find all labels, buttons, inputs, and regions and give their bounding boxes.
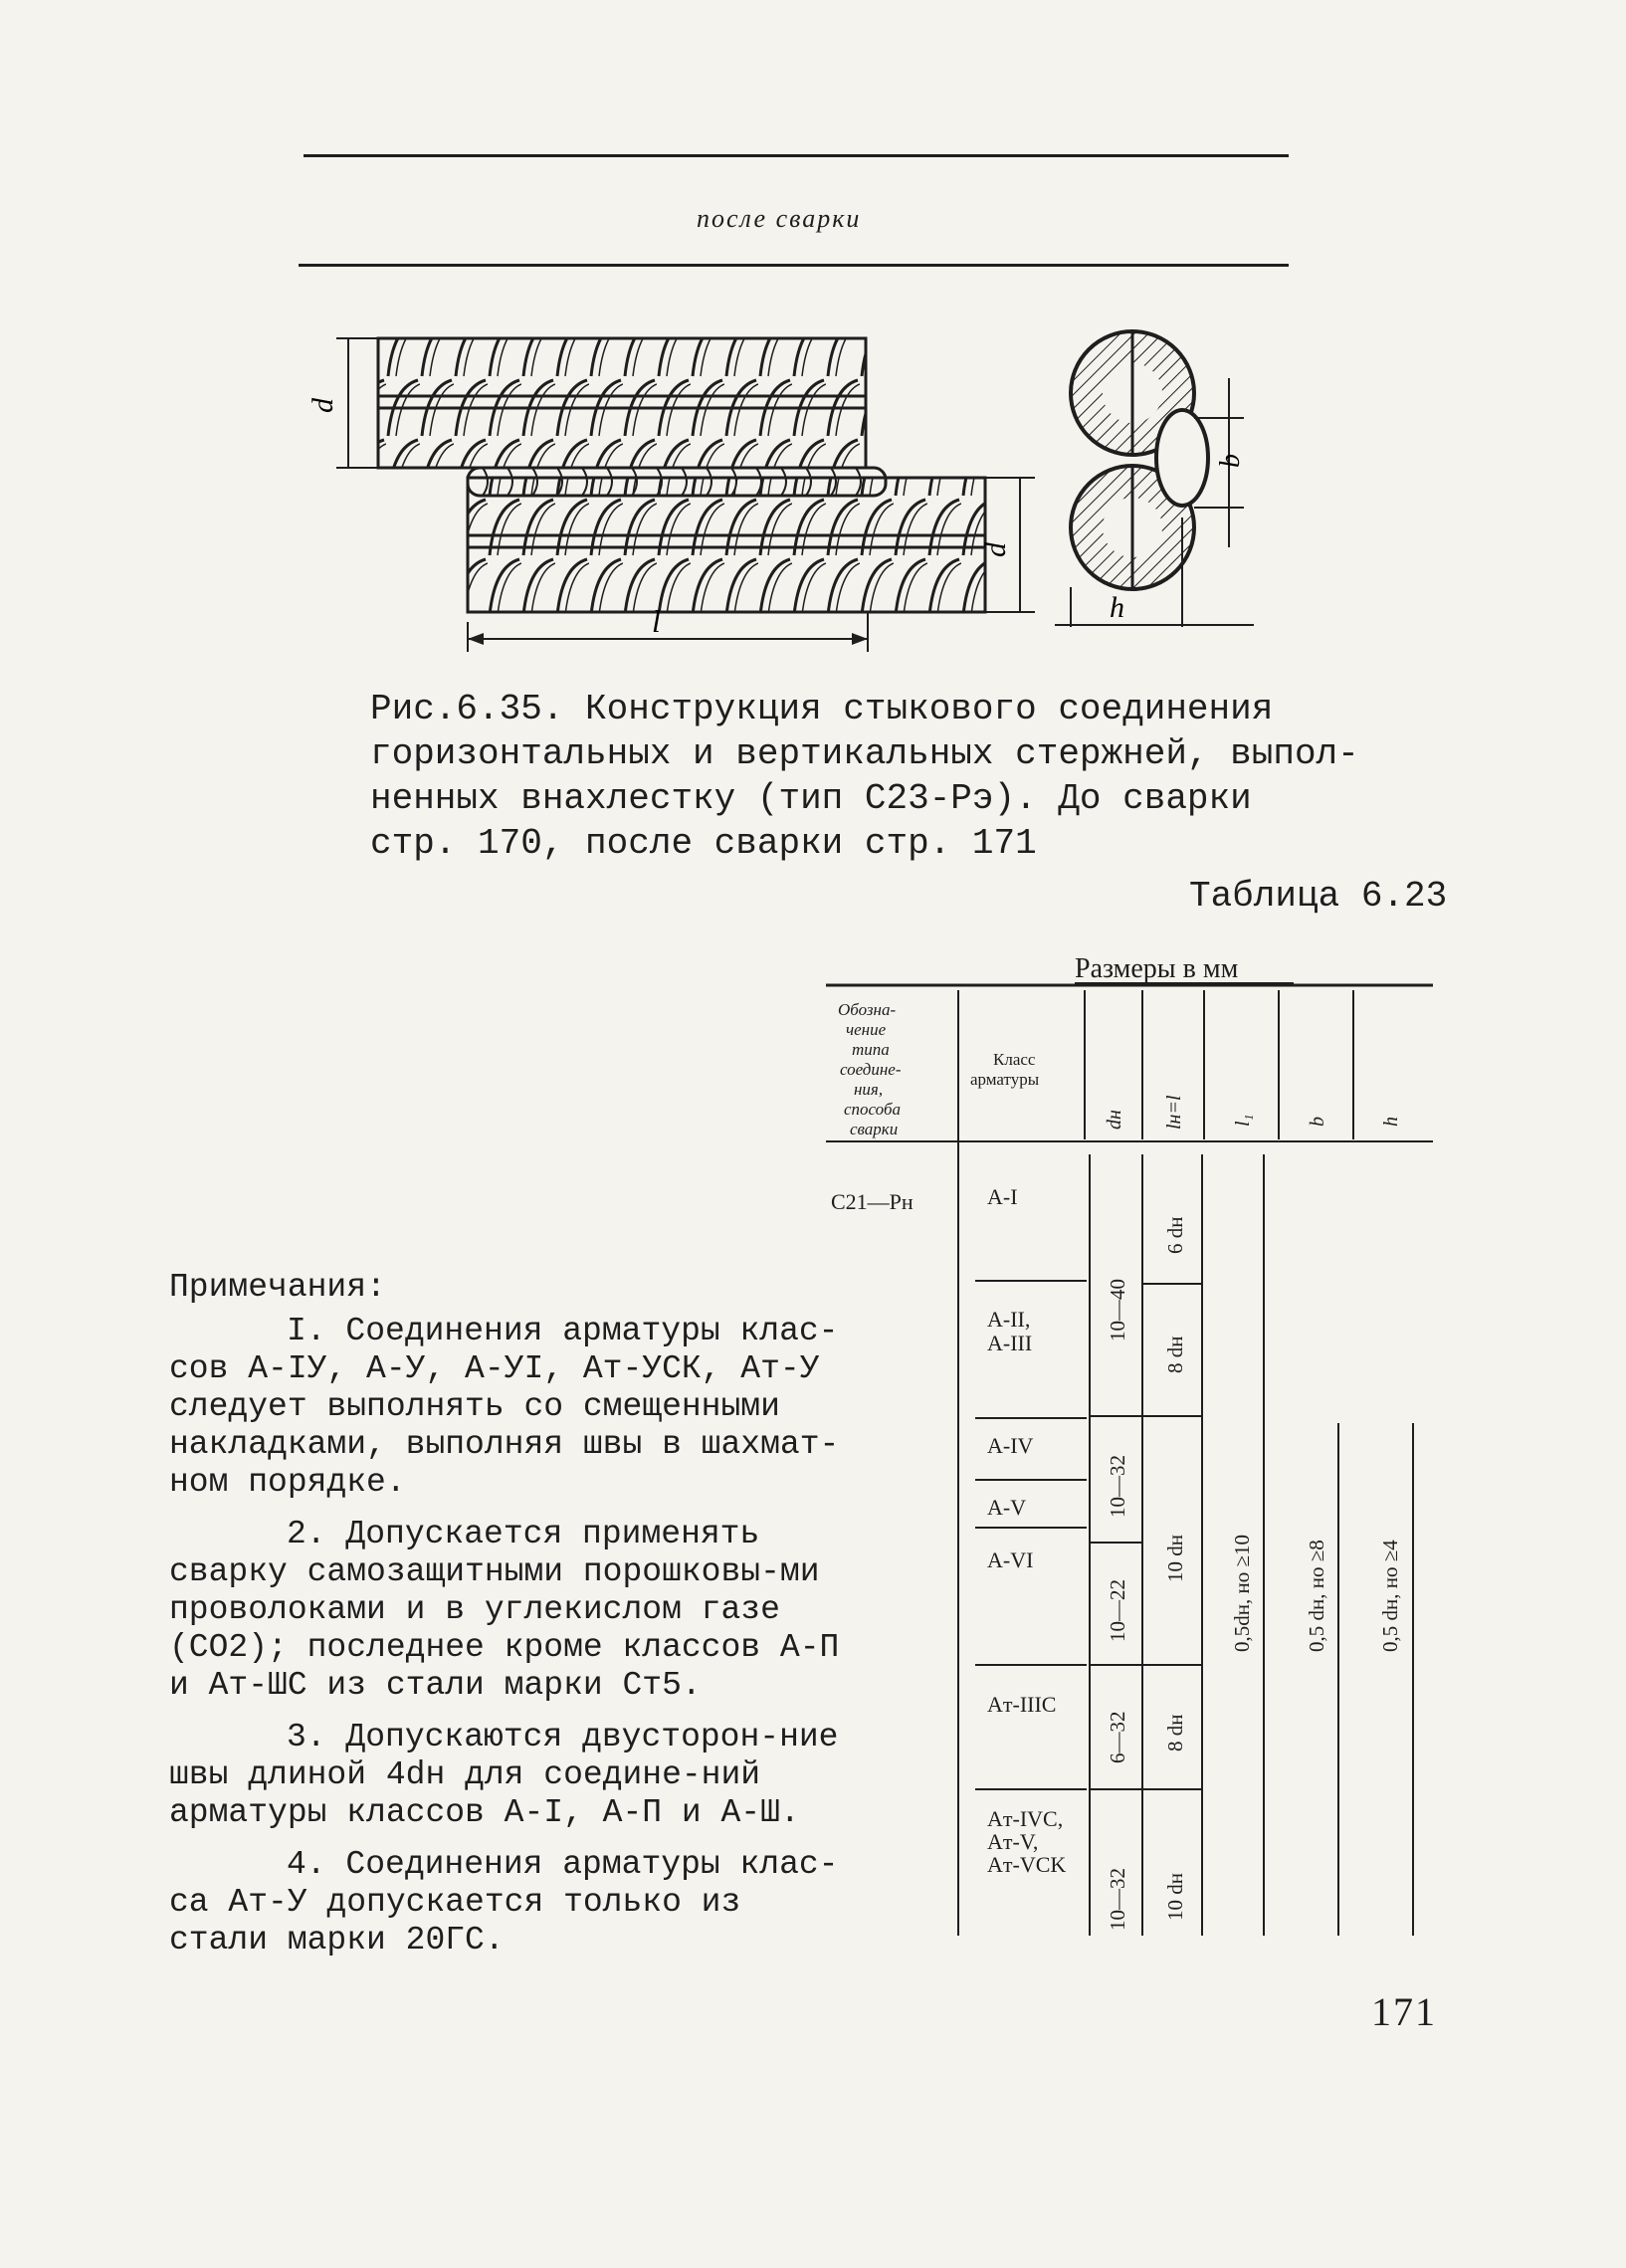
d-range-1: 10—40: [1106, 1279, 1129, 1341]
l-value-4: 8 dн: [1163, 1714, 1187, 1752]
d-range-5: 10—32: [1106, 1868, 1129, 1931]
d-range-2: 10—32: [1106, 1455, 1129, 1518]
d-range-3: 10—22: [1106, 1579, 1129, 1642]
caption-line-2: горизонтальных и вертикальных стержней, выпол-: [370, 733, 1359, 774]
notes-heading: Примечания:: [169, 1269, 386, 1306]
note-3: 3. Допускаются двусторон-ние швы длиной 4dн для соедине-ний арматуры классов А-I, А-П и А-Ш.: [169, 1719, 839, 1831]
class-a1: A-I: [987, 1184, 1018, 1209]
dim-h: h: [1110, 591, 1124, 624]
page-number: 171: [1371, 1989, 1437, 2034]
class-a2: A-II,: [987, 1307, 1031, 1332]
dim-l: l: [652, 603, 661, 639]
header-dn: dн: [1104, 1110, 1125, 1130]
class-a5: A-V: [987, 1495, 1027, 1520]
table-units: Размеры в мм: [1075, 953, 1239, 984]
l-value-2: 8 dн: [1163, 1336, 1187, 1373]
figure-caption: [370, 687, 1359, 866]
page-header: после сварки: [697, 204, 862, 233]
class-a4: A-IV: [987, 1433, 1034, 1458]
h-value: 0,5 dн, но ≥4: [1378, 1540, 1402, 1652]
class-at5: Aт-V,: [987, 1829, 1039, 1854]
dim-dn-upper: d: [306, 398, 339, 413]
caption-line-3: ненных внахлестку (тип С23-Рэ). До сварки: [370, 778, 1252, 819]
note-1: I. Соединения арматуры клас-сов А-IУ, А-У, А-УI, Ат-УСК, Ат-У следует выполнять со смещенными накладками, выполняя швы в шахмат-ном порядке.: [169, 1313, 840, 1501]
dim-b: b: [1215, 454, 1246, 468]
class-at5ck: Aт-VCK: [987, 1852, 1067, 1877]
class-at4c: Aт-IVC,: [987, 1806, 1064, 1831]
note-4: 4. Соединения арматуры клас-са Ат-У допускается только из стали марки 20ГС.: [169, 1846, 839, 1959]
dimensions-table: [826, 955, 1433, 1951]
note-2: 2. Допускается применять сварку самозащитными порошковы-ми проволоками и в углекислом газе (СО2); последнее кроме классов А-П и Ат-ШС из стали марки Ст5.: [169, 1516, 840, 1704]
l-value-3: 10 dн: [1163, 1535, 1187, 1582]
top-rule: [304, 154, 1289, 157]
class-at3c: Aт-IIIC: [987, 1692, 1057, 1717]
designation-value: С21—Рн: [831, 1189, 914, 1214]
header-h: h: [1380, 1117, 1402, 1127]
designation-header: Обозна- чение типа соедине- ния, способа сварки: [838, 1000, 902, 1138]
table-title: Таблица 6.23: [1189, 876, 1448, 917]
dim-dn-lower: d: [979, 542, 1012, 557]
b-value: 0,5 dн, но ≥8: [1305, 1540, 1328, 1652]
weld-joint-svg: [306, 318, 1264, 657]
upper-rebar: [378, 338, 866, 468]
lower-rebar: [468, 478, 985, 612]
caption-line-1: Рис.6.35. Конструкция стыкового соединения: [370, 689, 1274, 729]
class-a6: A-VI: [987, 1547, 1034, 1572]
header-l1: l₁: [1232, 1114, 1254, 1127]
l-value-5: 10 dн: [1163, 1873, 1187, 1921]
notes-block: [169, 1269, 856, 1973]
d-range-4: 6—32: [1106, 1711, 1129, 1763]
class-a3: A-III: [987, 1331, 1033, 1355]
l-value-1: 6 dн: [1163, 1216, 1187, 1254]
caption-line-4: стр. 170, после сварки стр. 171: [370, 823, 1037, 864]
header-bottom-rule: [299, 264, 1289, 267]
class-header: Класс арматуры: [970, 1050, 1040, 1089]
l1-value: 0,5dн, но ≥10: [1230, 1534, 1254, 1652]
header-ln: lн=l: [1163, 1095, 1185, 1130]
header-b: b: [1307, 1117, 1328, 1127]
cross-section: [1055, 331, 1254, 627]
table-svg: [826, 955, 1433, 1951]
weld-joint-drawing: [306, 318, 1264, 657]
